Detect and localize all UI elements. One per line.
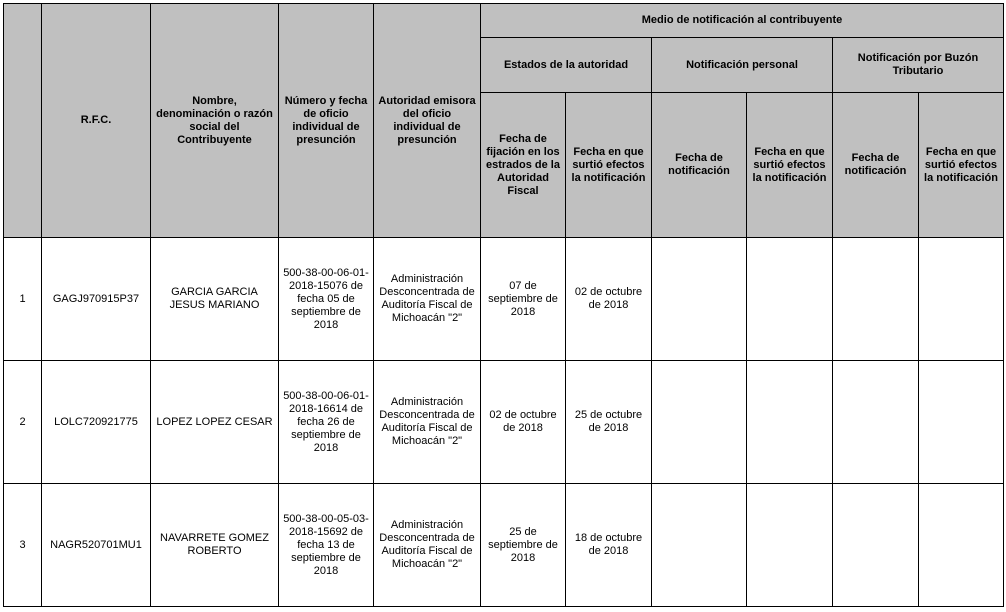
oficio-cell: 500-38-00-06-01-2018-15076 de fecha 05 de septiembre de 2018 <box>279 238 374 361</box>
table-row <box>4 361 1004 484</box>
header-index <box>4 4 42 238</box>
personal-fecha-cell <box>652 238 747 361</box>
personal-fecha-cell <box>652 484 747 607</box>
autoridad-cell: Administración Desconcentrada de Auditoría Fiscal de Michoacán "2" <box>374 361 481 484</box>
fijacion-cell: 25 de septiembre de 2018 <box>481 484 566 607</box>
header-fecha-notificacion-buzon: Fecha de notificación <box>833 93 919 238</box>
header-surtio-buzon: Fecha en que surtió efectos la notificación <box>919 93 1004 238</box>
fijacion-cell: 07 de septiembre de 2018 <box>481 238 566 361</box>
header-medio-notificacion: Medio de notificación al contribuyente <box>481 4 1004 38</box>
buzon-surtio-cell <box>919 361 1004 484</box>
surtio-cell: 25 de octubre de 2018 <box>566 361 652 484</box>
buzon-fecha-cell <box>833 484 919 607</box>
row-number: 3 <box>4 484 42 607</box>
rfc-cell: NAGR520701MU1 <box>42 484 151 607</box>
nombre-cell: GARCIA GARCIA JESUS MARIANO <box>151 238 279 361</box>
personal-fecha-cell <box>652 361 747 484</box>
surtio-cell: 18 de octubre de 2018 <box>566 484 652 607</box>
row-number: 2 <box>4 361 42 484</box>
nombre-cell: LOPEZ LOPEZ CESAR <box>151 361 279 484</box>
header-autoridad: Autoridad emisora del oficio individual de presunción <box>374 4 481 238</box>
table-row <box>4 484 1004 607</box>
nombre-cell: NAVARRETE GOMEZ ROBERTO <box>151 484 279 607</box>
header-rfc: R.F.C. <box>42 4 151 238</box>
buzon-fecha-cell <box>833 238 919 361</box>
oficio-cell: 500-38-00-06-01-2018-16614 de fecha 26 de septiembre de 2018 <box>279 361 374 484</box>
personal-surtio-cell <box>747 484 833 607</box>
table-row <box>4 238 1004 361</box>
buzon-fecha-cell <box>833 361 919 484</box>
header-numero-oficio: Número y fecha de oficio individual de presunción <box>279 4 374 238</box>
buzon-surtio-cell <box>919 238 1004 361</box>
oficio-cell: 500-38-00-05-03-2018-15692 de fecha 13 de septiembre de 2018 <box>279 484 374 607</box>
header-estrados: Estados de la autoridad <box>481 38 652 93</box>
rfc-cell: GAGJ970915P37 <box>42 238 151 361</box>
personal-surtio-cell <box>747 361 833 484</box>
header-surtio-estrados: Fecha en que surtió efectos la notificación <box>566 93 652 238</box>
header-fecha-fijacion: Fecha de fijación en los estrados de la Autoridad Fiscal <box>481 93 566 238</box>
autoridad-cell: Administración Desconcentrada de Auditoría Fiscal de Michoacán "2" <box>374 484 481 607</box>
fijacion-cell: 02 de octubre de 2018 <box>481 361 566 484</box>
surtio-cell: 02 de octubre de 2018 <box>566 238 652 361</box>
header-buzon-tributario: Notificación por Buzón Tributario <box>833 38 1004 93</box>
rfc-cell: LOLC720921775 <box>42 361 151 484</box>
header-nombre: Nombre, denominación o razón social del Contribuyente <box>151 4 279 238</box>
notification-table <box>3 3 1004 607</box>
header-fecha-notificacion-personal: Fecha de notificación <box>652 93 747 238</box>
header-surtio-personal: Fecha en que surtió efectos la notificación <box>747 93 833 238</box>
header-notificacion-personal: Notificación personal <box>652 38 833 93</box>
autoridad-cell: Administración Desconcentrada de Auditoría Fiscal de Michoacán "2" <box>374 238 481 361</box>
row-number: 1 <box>4 238 42 361</box>
personal-surtio-cell <box>747 238 833 361</box>
buzon-surtio-cell <box>919 484 1004 607</box>
